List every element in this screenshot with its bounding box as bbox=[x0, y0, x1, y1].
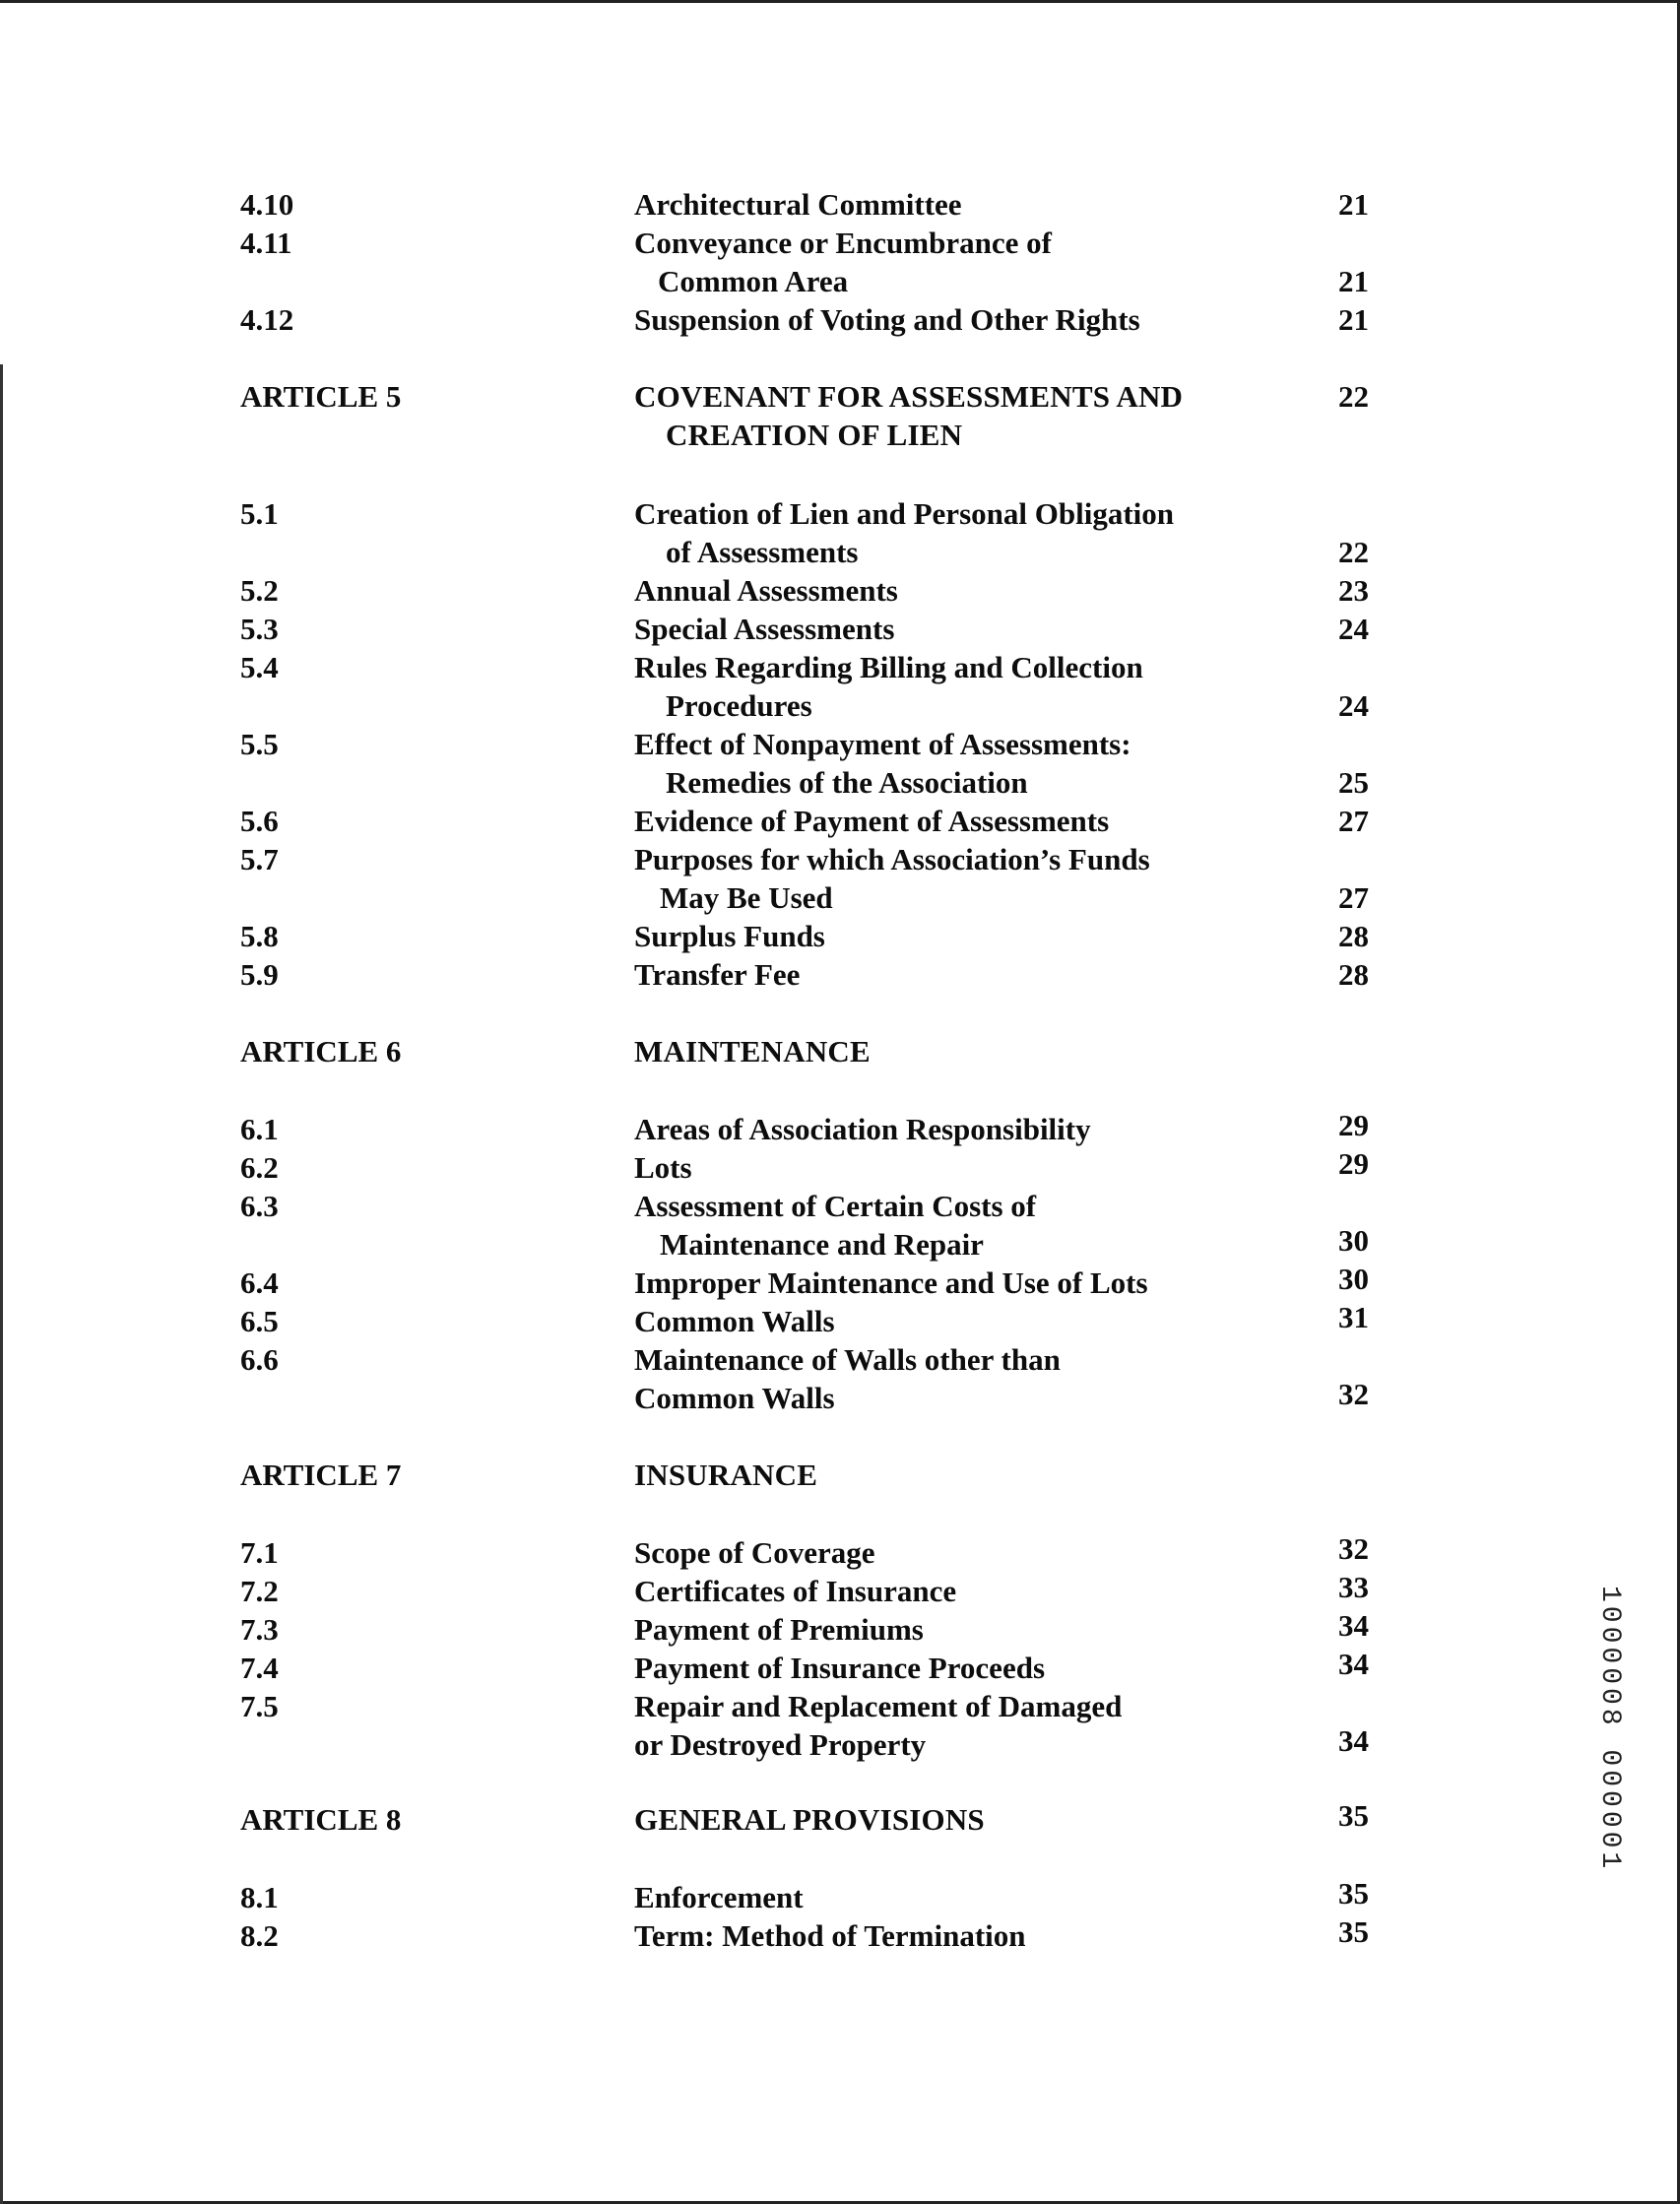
article-title-line1: MAINTENANCE bbox=[634, 1034, 871, 1069]
section-number: 7.3 bbox=[240, 1612, 279, 1647]
section-title bbox=[634, 300, 1264, 339]
section-number: 5.3 bbox=[240, 612, 279, 646]
section-title-line1: Evidence of Payment of Assessments bbox=[634, 804, 1110, 838]
section-number: 6.6 bbox=[240, 1342, 279, 1377]
section-number: 7.2 bbox=[240, 1574, 279, 1608]
section-number: 5.8 bbox=[240, 919, 279, 953]
section-title-line1: Payment of Premiums bbox=[634, 1612, 924, 1647]
page-number: 34 bbox=[1338, 1608, 1369, 1643]
section-title bbox=[634, 917, 1264, 955]
section-title-line2: Procedures bbox=[666, 688, 812, 723]
section-title bbox=[634, 1649, 1264, 1687]
section-title-line2: Maintenance and Repair bbox=[660, 1227, 984, 1262]
section-title bbox=[634, 1878, 1264, 1916]
section-title bbox=[634, 1572, 1264, 1610]
section-title bbox=[634, 1687, 1264, 1764]
section-number: 5.7 bbox=[240, 842, 279, 876]
section-title bbox=[634, 1148, 1264, 1187]
page-number: 27 bbox=[1338, 880, 1369, 915]
section-title-line2: or Destroyed Property bbox=[634, 1727, 927, 1762]
section-title bbox=[634, 1264, 1264, 1302]
article-number: ARTICLE 8 bbox=[240, 1802, 402, 1837]
section-number: 5.2 bbox=[240, 573, 279, 608]
page-number: 24 bbox=[1338, 612, 1369, 646]
page-number: 22 bbox=[1338, 379, 1369, 414]
section-title-line1: Architectural Committee bbox=[634, 187, 962, 222]
bates-stamp-text: 1000008 000001 bbox=[1594, 1586, 1625, 1873]
section-title bbox=[634, 955, 1264, 994]
section-title-line1: Creation of Lien and Personal Obligation bbox=[634, 496, 1174, 531]
article-title bbox=[634, 1800, 1264, 1839]
page-number: 22 bbox=[1338, 535, 1369, 569]
section-title-line1: Payment of Insurance Proceeds bbox=[634, 1651, 1046, 1685]
section-title bbox=[634, 1187, 1264, 1264]
section-title-line1: Term: Method of Termination bbox=[634, 1918, 1026, 1953]
article-title-line1: INSURANCE bbox=[634, 1458, 818, 1492]
section-title-line1: Repair and Replacement of Damaged bbox=[634, 1689, 1123, 1723]
section-title bbox=[634, 840, 1264, 917]
section-title-line1: Purposes for which Association’s Funds bbox=[634, 842, 1150, 876]
article-title-line1: GENERAL PROVISIONS bbox=[634, 1802, 985, 1837]
page-number: 21 bbox=[1338, 187, 1369, 222]
section-title-line2: Common Walls bbox=[634, 1381, 835, 1415]
section-number: 7.1 bbox=[240, 1535, 279, 1570]
section-number: 8.2 bbox=[240, 1918, 279, 1953]
section-title-line1: Surplus Funds bbox=[634, 919, 825, 953]
section-number: 5.9 bbox=[240, 957, 279, 992]
section-number: 7.5 bbox=[240, 1689, 279, 1723]
section-title-line1: Special Assessments bbox=[634, 612, 895, 646]
section-number: 5.1 bbox=[240, 496, 279, 531]
section-title-line1: Transfer Fee bbox=[634, 957, 801, 992]
page-number: 32 bbox=[1338, 1377, 1369, 1411]
section-number: 6.2 bbox=[240, 1150, 279, 1185]
section-title bbox=[634, 802, 1264, 840]
bates-stamp bbox=[1594, 1586, 1654, 1873]
page-number: 23 bbox=[1338, 573, 1369, 608]
section-number: 6.5 bbox=[240, 1304, 279, 1338]
section-title-line2: May Be Used bbox=[660, 880, 833, 915]
section-title bbox=[634, 1533, 1264, 1572]
section-number: 5.5 bbox=[240, 727, 279, 761]
section-title bbox=[634, 1916, 1264, 1955]
section-number: 7.4 bbox=[240, 1651, 279, 1685]
section-number: 4.11 bbox=[240, 226, 292, 260]
page-number: 24 bbox=[1338, 688, 1369, 723]
page-number: 30 bbox=[1338, 1262, 1369, 1296]
section-number: 6.3 bbox=[240, 1189, 279, 1223]
section-title bbox=[634, 1110, 1264, 1148]
section-title-line1: Assessment of Certain Costs of bbox=[634, 1189, 1037, 1223]
page-number: 31 bbox=[1338, 1300, 1369, 1334]
article-title-line2: CREATION OF LIEN bbox=[666, 418, 963, 452]
page-number: 28 bbox=[1338, 919, 1369, 953]
section-title-line1: Certificates of Insurance bbox=[634, 1574, 957, 1608]
article-title bbox=[634, 1456, 1264, 1494]
page-number: 34 bbox=[1338, 1723, 1369, 1758]
page-number: 32 bbox=[1338, 1531, 1369, 1566]
page-number: 21 bbox=[1338, 264, 1369, 298]
section-title bbox=[634, 185, 1264, 224]
page-number: 30 bbox=[1338, 1223, 1369, 1258]
section-title-line1: Lots bbox=[634, 1150, 692, 1185]
section-title-line1: Rules Regarding Billing and Collection bbox=[634, 650, 1143, 684]
article-number: ARTICLE 5 bbox=[240, 379, 402, 414]
section-number: 5.4 bbox=[240, 650, 279, 684]
section-title-line1: Enforcement bbox=[634, 1880, 804, 1914]
article-title bbox=[634, 377, 1264, 454]
section-number: 4.10 bbox=[240, 187, 294, 222]
section-title bbox=[634, 1340, 1264, 1417]
page-number: 27 bbox=[1338, 804, 1369, 838]
section-title bbox=[634, 1302, 1264, 1340]
section-title-line1: Improper Maintenance and Use of Lots bbox=[634, 1265, 1148, 1300]
page-number: 28 bbox=[1338, 957, 1369, 992]
section-title bbox=[634, 648, 1264, 725]
article-title-line1: COVENANT FOR ASSESSMENTS AND bbox=[634, 379, 1184, 414]
section-title-line2: Common Area bbox=[658, 264, 849, 298]
section-title bbox=[634, 725, 1264, 802]
section-number: 4.12 bbox=[240, 302, 294, 337]
section-title bbox=[634, 610, 1264, 648]
section-title-line1: Maintenance of Walls other than bbox=[634, 1342, 1061, 1377]
section-number: 8.1 bbox=[240, 1880, 279, 1914]
section-title-line1: Scope of Coverage bbox=[634, 1535, 875, 1570]
article-number: ARTICLE 6 bbox=[240, 1034, 402, 1069]
article-number: ARTICLE 7 bbox=[240, 1458, 402, 1492]
section-title-line1: Areas of Association Responsibility bbox=[634, 1112, 1091, 1146]
section-title-line2: of Assessments bbox=[666, 535, 859, 569]
page-number: 35 bbox=[1338, 1798, 1369, 1833]
page-number: 35 bbox=[1338, 1914, 1369, 1949]
page-number: 29 bbox=[1338, 1146, 1369, 1181]
page-number: 35 bbox=[1338, 1876, 1369, 1911]
section-title bbox=[634, 571, 1264, 610]
section-number: 5.6 bbox=[240, 804, 279, 838]
page-number: 34 bbox=[1338, 1647, 1369, 1681]
section-title bbox=[634, 494, 1264, 571]
section-number: 6.1 bbox=[240, 1112, 279, 1146]
section-title bbox=[634, 224, 1264, 300]
section-title-line1: Annual Assessments bbox=[634, 573, 898, 608]
article-title bbox=[634, 1032, 1264, 1070]
section-title-line1: Conveyance or Encumbrance of bbox=[634, 226, 1052, 260]
page-number: 21 bbox=[1338, 302, 1369, 337]
section-title-line1: Common Walls bbox=[634, 1304, 835, 1338]
section-number: 6.4 bbox=[240, 1265, 279, 1300]
section-title bbox=[634, 1610, 1264, 1649]
page-number: 25 bbox=[1338, 765, 1369, 800]
section-title-line1: Suspension of Voting and Other Rights bbox=[634, 302, 1140, 337]
page-number: 29 bbox=[1338, 1108, 1369, 1142]
section-title-line1: Effect of Nonpayment of Assessments: bbox=[634, 727, 1131, 761]
page-number: 33 bbox=[1338, 1570, 1369, 1604]
section-title-line2: Remedies of the Association bbox=[666, 765, 1028, 800]
